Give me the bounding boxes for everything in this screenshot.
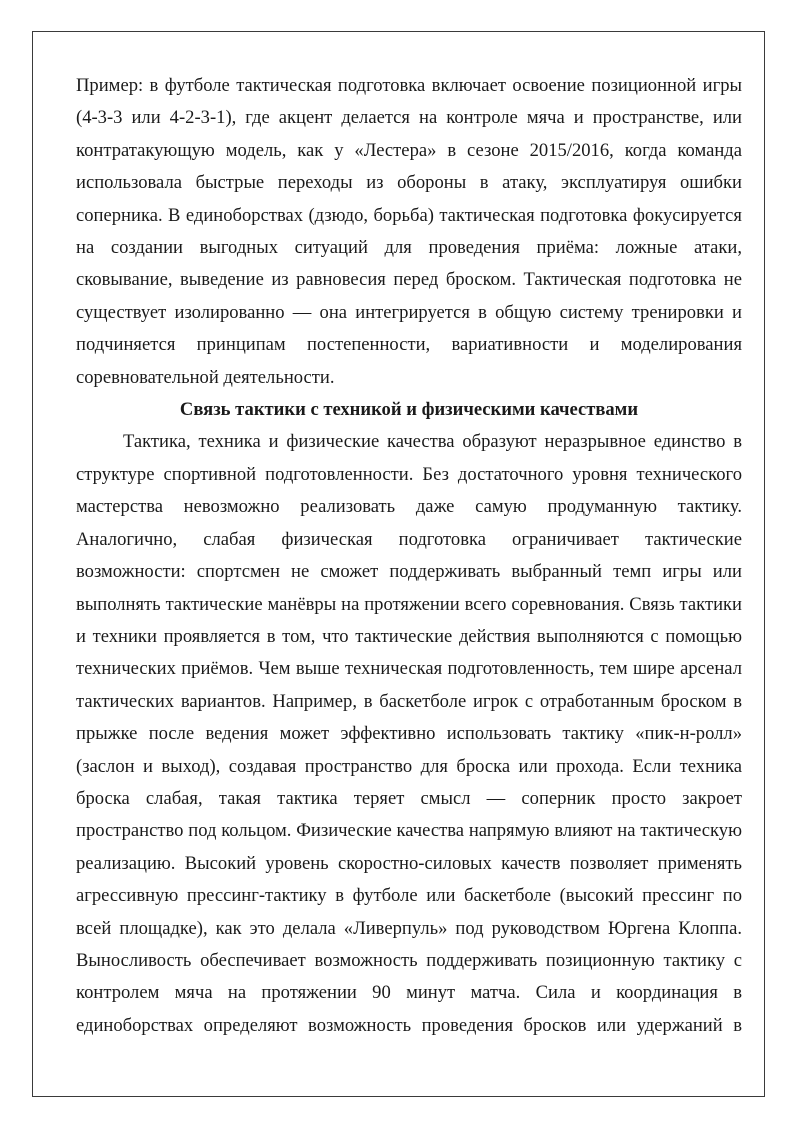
body-paragraph: Тактика, техника и физические качества образуют неразрывное единство в структуре спортивной подготовленности. Без достаточного уровня технического мастерства невозможно реализовать даже самую продуманную тактику. Аналогично, слабая физическая подготовка ограничивает тактические возможности: спортсмен не сможет поддерживать выбранный темп игры или выполнять тактические манёвры на протяжении всего соревнования. Связь тактики и техники проявляется в том, что тактические действия выполняются с помощью технических приёмов. Чем выше техническая подготовленность, тем шире арсенал тактических вариантов. Например, в баскетболе игрок с отработанным броском в прыжке после ведения может эффективно использовать тактику «пик-н-ролл» (заслон и выход), создавая пространство для броска или прохода. Если техника броска слабая, такая тактика теряет смысл — соперник просто закроет пространство под кольцом. Физические качества напрямую влияют на тактическую реализацию. Высокий уровень скоростно-силовых качеств позволяет применять агрессивную прессинг-тактику в футболе или баскетболе (высокий прессинг по всей площадке), как это делала «Ливерпуль» под руководством Юргена Клоппа. Выносливость обеспечивает возможность поддерживать позиционную тактику с контролем мяча на протяжении 90 минут матча. Сила и координация в единоборствах определяют возможность проведения бросков или удержаний в [76,431,742,1036]
body-paragraph: Пример: в футболе тактическая подготовка включает освоение позиционной игры (4-3-3 или 4-2-3-1), где акцент делается на контроле мяча и пространстве, или контратакующую модель, как у «Лестера» в сезоне 2015/2016, когда команда использовала быстрые переходы из обороны в атаку, эксплуатируя ошибки соперника. В единоборствах (дзюдо, борьба) тактическая подготовка фокусируется на создании выгодных ситуаций для проведения приёма: ложные атаки, сковывание, выведение из равновесия перед броском. Тактическая подготовка не существует изолированно — она интегрируется в общую систему тренировки и подчиняется принципам постепенности, вариативности и моделирования соревновательной деятельности. [76,75,742,388]
document-body [76,70,742,1042]
section-heading: Связь тактики с техникой и физическими качествами [179,399,639,421]
